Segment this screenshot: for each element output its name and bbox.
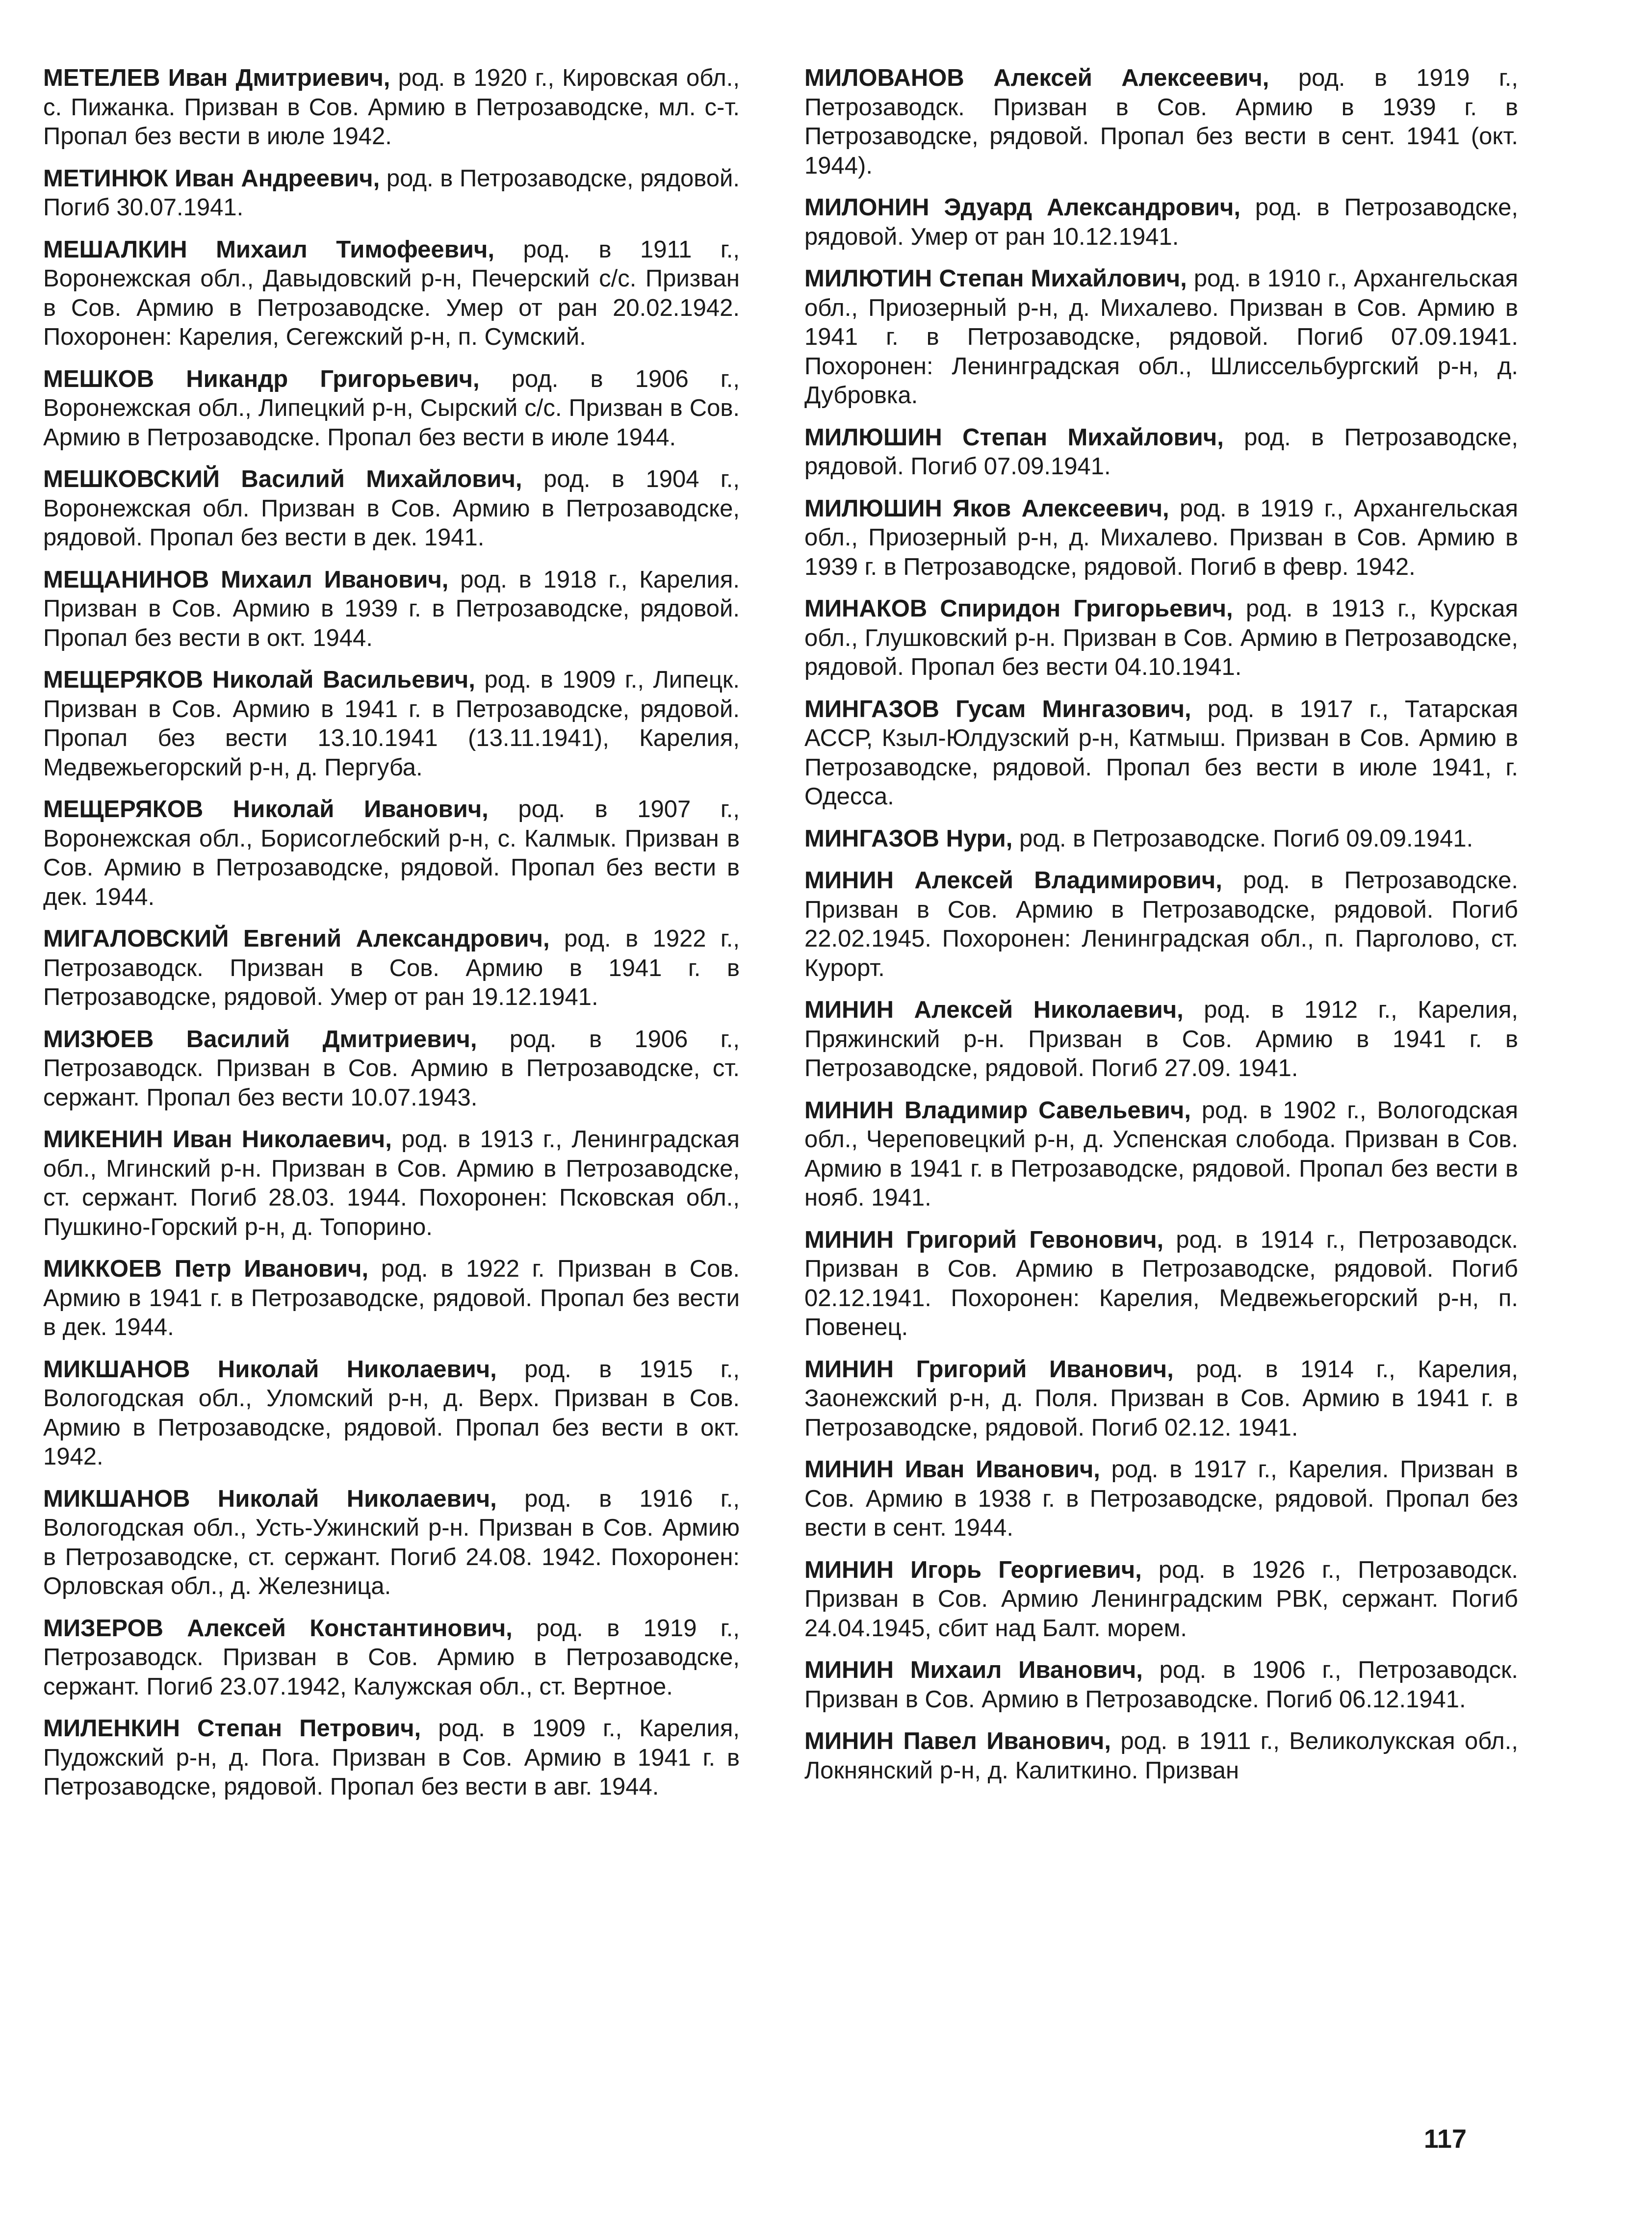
entry-name: МИНИН Михаил Иванович,: [804, 1657, 1143, 1683]
entry: [43, 666, 740, 782]
entry: [804, 594, 1518, 682]
entry: [43, 1714, 740, 1802]
entry: [804, 1727, 1518, 1785]
left-column: [43, 64, 740, 1815]
entry-name: МИЗЮЕВ Василий Дмитриевич,: [43, 1026, 477, 1053]
entry-text: род. в Петрозаводске. Погиб 09.09.1941.: [1012, 825, 1473, 852]
entry-name: МЕШКОВ Никандр Григорьевич,: [43, 365, 480, 392]
entry-name: МИКШАНОВ Николай Николаевич,: [43, 1485, 497, 1512]
entry-name: МЕТИНЮК Иван Андреевич,: [43, 165, 380, 192]
entry-text: род. в 1919 г., Архангельская обл., Приозерный р-н, д. Михалево. Призван в Сов. Армию в 1939 г. в Петрозаводске, рядовой. Погиб в февр. 1942.: [804, 495, 1518, 580]
entry-text: род. в 1910 г., Архангельская обл., Приозерный р-н, д. Михалево. Призван в Сов. Армию в 1941 г. в Петрозаводске, рядовой. Погиб 07.09.1941. Похоронен: Ленинградская обл., Шлиссельбургский р-н, д. Дубровка.: [804, 265, 1519, 409]
right-column: [804, 64, 1518, 1798]
entry-name: МИГАЛОВСКИЙ Евгений Александрович,: [43, 926, 550, 952]
entry-text: род. в 1922 г. Призван в Сов. Армию в 1941 г. в Петрозаводске, рядовой. Пропал без вести в дек. 1944.: [43, 1256, 740, 1340]
entry-name: МИНГАЗОВ Гусам Мингазович,: [804, 695, 1191, 722]
entry-text: род. в 1922 г., Петрозаводск. Призван в Сов. Армию в 1941 г. в Петрозаводске, рядовой. Умер от ран 19.12.1941.: [43, 926, 740, 1010]
entry-text: род. в 1912 г., Карелия, Пряжинский р-н. Призван в Сов. Армию в 1941 г. в Петрозаводске, рядовой. Погиб 27.09. 1941.: [804, 997, 1519, 1081]
entry-name: МИКЕНИН Иван Николаевич,: [43, 1126, 392, 1153]
entry-name: МИКШАНОВ Николай Николаевич,: [43, 1356, 497, 1383]
entry: [804, 824, 1518, 854]
entry-name: МИККОЕВ Петр Иванович,: [43, 1256, 369, 1282]
entry-text: род. в 1916 г., Вологодская обл., Усть-Ужинский р-н. Призван в Сов. Армию в Петрозаводске, ст. сержант. Погиб 24.08. 1942. Похоронен: Орловская обл., д. Железница.: [43, 1485, 740, 1599]
entry-name: МИНИН Владимир Савельевич,: [804, 1097, 1191, 1124]
entry-name: МИНИН Григорий Гевонович,: [804, 1226, 1164, 1253]
entry-text: род. в 1902 г., Вологодская обл., Череповецкий р-н, д. Успенская слобода. Призван в Сов. Армию в 1941 г. в Петрозаводске, рядовой. Пропал без вести в нояб. 1941.: [804, 1097, 1518, 1211]
entry-name: МЕЩАНИНОВ Михаил Иванович,: [43, 566, 449, 593]
entry-name: МИНИН Иван Иванович,: [804, 1456, 1100, 1483]
entry-text: род. в 1915 г., Вологодская обл., Уломский р-н, д. Верх. Призван в Сов. Армию в Петрозаводске, рядовой. Пропал без вести в окт. 1942.: [43, 1356, 740, 1470]
entry-text: род. в 1913 г., Ленинградская обл., Мгинский р-н. Призван в Сов. Армию в Петрозаводске, ст. сержант. Погиб 28.03. 1944. Похоронен: Псковская обл., Пушкино-Горский р-н, д. Топорино.: [43, 1126, 740, 1240]
entry-name: МИЛЮШИН Яков Алексеевич,: [804, 495, 1169, 522]
entry: [804, 264, 1518, 411]
entry-name: МИНАКОВ Спиридон Григорьевич,: [804, 595, 1233, 622]
entry-text: род. в 1906 г., Воронежская обл., Липецкий р-н, Сырский с/с. Призван в Сов. Армию в Петрозаводске. Пропал без вести в июле 1944.: [43, 365, 740, 451]
entry-text: род. в 1917 г., Карелия. Призван в Сов. Армию в 1938 г. в Петрозаводске, рядовой. Пропал без вести в сент. 1944.: [804, 1456, 1518, 1541]
entry-text: род. в 1909 г., Карелия, Пудожский р-н, д. Пога. Призван в Сов. Армию в 1941 г. в Петрозаводске, рядовой. Пропал без вести в авг. 1944.: [43, 1715, 740, 1800]
entry-name: МИЛОНИН Эдуард Александрович,: [804, 194, 1240, 221]
entry-name: МИЛЮТИН Степан Михайлович,: [804, 265, 1187, 292]
entry: [43, 1025, 740, 1113]
entry: [804, 996, 1518, 1083]
entry-name: МИЛЮШИН Степан Михайлович,: [804, 424, 1224, 451]
entry: [43, 465, 740, 553]
entry-text: род. в Петрозаводске, рядовой. Погиб 07.09.1941.: [804, 424, 1519, 480]
entry-name: МИНИН Григорий Иванович,: [804, 1356, 1174, 1383]
entry-name: МИНИН Алексей Владимирович,: [804, 867, 1222, 894]
entry-name: МИЛОВАНОВ Алексей Алексеевич,: [804, 65, 1269, 91]
entry-text: род. в 1907 г., Воронежская обл., Борисоглебский р-н, с. Калмык. Призван в Сов. Армию в Петрозаводске, рядовой. Пропал без вести в дек. 1944.: [43, 796, 740, 910]
entry-text: род. в 1914 г., Карелия, Заонежский р-н, д. Поля. Призван в Сов. Армию в 1941 г. в Петрозаводске, рядовой. Погиб 02.12. 1941.: [804, 1356, 1519, 1441]
entry-text: род. в 1904 г., Воронежская обл. Призван в Сов. Армию в Петрозаводске, рядовой. Пропал без вести в дек. 1941.: [43, 466, 740, 551]
entry-name: МИЛЕНКИН Степан Петрович,: [43, 1715, 421, 1742]
entry-text: род. в 1911 г., Великолукская обл., Локнянский р-н, д. Калиткино. Призван: [804, 1728, 1518, 1784]
entry: [43, 566, 740, 653]
entry: [43, 64, 740, 152]
entry-text: род. в Петрозаводске, рядовой. Умер от ран 10.12.1941.: [804, 194, 1519, 250]
entry-name: МИНИН Алексей Николаевич,: [804, 997, 1184, 1023]
entry: [43, 1614, 740, 1702]
entry: [43, 925, 740, 1012]
entry-name: МЕШАЛКИН Михаил Тимофеевич,: [43, 236, 494, 263]
entry-text: род. в 1926 г., Петрозаводск. Призван в Сов. Армию Ленинградским РВК, сержант. Погиб 24.04.1945, сбит над Балт. морем.: [804, 1556, 1518, 1642]
entry-text: род. в 1918 г., Карелия. Призван в Сов. Армию в 1939 г. в Петрозаводске, рядовой. Пропал без вести в окт. 1944.: [43, 566, 740, 651]
entry-name: МЕЩЕРЯКОВ Николай Иванович,: [43, 796, 489, 823]
entry-text: род. в 1906 г., Петрозаводск. Призван в Сов. Армию в Петрозаводске. Погиб 06.12.1941.: [804, 1657, 1518, 1713]
entry: [804, 193, 1518, 252]
entry-text: род. в 1906 г., Петрозаводск. Призван в Сов. Армию в Петрозаводске, ст. сержант. Пропал без вести 10.07.1943.: [43, 1026, 740, 1111]
entry-text: род. в 1911 г., Воронежская обл., Давыдовский р-н, Печерский с/с. Призван в Сов. Армию в Петрозаводске. Умер от ран 20.02.1942. Похоронен: Карелия, Сегежский р-н, п. Сумский.: [43, 236, 740, 350]
entry-name: МЕЩЕРЯКОВ Николай Васильевич,: [43, 667, 475, 693]
entry-name: МИЗЕРОВ Алексей Константинович,: [43, 1615, 513, 1642]
entry: [804, 1096, 1518, 1213]
entry-name: МИНИН Павел Иванович,: [804, 1728, 1111, 1754]
entry: [804, 695, 1518, 812]
entry-text: род. в 1913 г., Курская обл., Глушковский р-н. Призван в Сов. Армию в Петрозаводске, рядовой. Пропал без вести 04.10.1941.: [804, 595, 1518, 680]
entry-text: род. в Петрозаводске. Призван в Сов. Армию в Петрозаводске, рядовой. Погиб 22.02.1945. Похоронен: Ленинградская обл., п. Парголово, ст. Курорт.: [804, 867, 1518, 981]
entry-text: род. в 1920 г., Кировская обл., с. Пижанка. Призван в Сов. Армию в Петрозаводске, мл. с-т. Пропал без вести в июле 1942.: [43, 65, 740, 150]
entry-text: род. в 1914 г., Петрозаводск. Призван в Сов. Армию в Петрозаводске, рядовой. Погиб 02.12.1941. Похоронен: Карелия, Медвежьегорский р-н, п. Повенец.: [804, 1226, 1518, 1340]
entry: [43, 1255, 740, 1342]
page-number: 117: [1423, 2124, 1467, 2154]
entry: [43, 1125, 740, 1242]
entry: [804, 1455, 1518, 1543]
entry: [804, 1355, 1518, 1443]
entry-name: МИНИН Игорь Георгиевич,: [804, 1556, 1142, 1583]
entry: [43, 795, 740, 912]
entry: [43, 365, 740, 453]
entry-text: род. в 1919 г., Петрозаводск. Призван в Сов. Армию в 1939 г. в Петрозаводске, рядовой. Пропал без вести в сент. 1941 (окт. 1944).: [804, 65, 1518, 179]
entry-name: МЕТЕЛЕВ Иван Дмитриевич,: [43, 65, 390, 91]
entry: [43, 1355, 740, 1472]
entry: [804, 64, 1518, 180]
entry-text: род. в 1909 г., Липецк. Призван в Сов. Армию в 1941 г. в Петрозаводске, рядовой. Пропал без вести 13.10.1941 (13.11.1941), Карелия, Медвежьегорский р-н, д. Пергуба.: [43, 667, 740, 781]
entry: [43, 1485, 740, 1601]
entry: [804, 423, 1518, 482]
entry-name: МЕШКОВСКИЙ Василий Михайлович,: [43, 466, 522, 492]
entry: [43, 235, 740, 352]
entry: [43, 164, 740, 223]
entry-text: род. в 1917 г., Татарская АССР, Кзыл-Юлдузский р-н, Катмыш. Призван в Сов. Армию в Петрозаводске, рядовой. Пропал без вести в июле 1941, г. Одесса.: [804, 695, 1518, 810]
entry: [804, 866, 1518, 983]
entry: [804, 494, 1518, 582]
entry: [804, 1656, 1518, 1714]
entry: [804, 1556, 1518, 1644]
entry-text: род. в 1919 г., Петрозаводск. Призван в Сов. Армию в Петрозаводске, сержант. Погиб 23.07.1942, Калужская обл., ст. Вертное.: [43, 1615, 740, 1700]
entry: [804, 1226, 1518, 1342]
entry-text: род. в Петрозаводске, рядовой. Погиб 30.07.1941.: [43, 165, 740, 221]
entry-name: МИНГАЗОВ Нури,: [804, 825, 1013, 852]
